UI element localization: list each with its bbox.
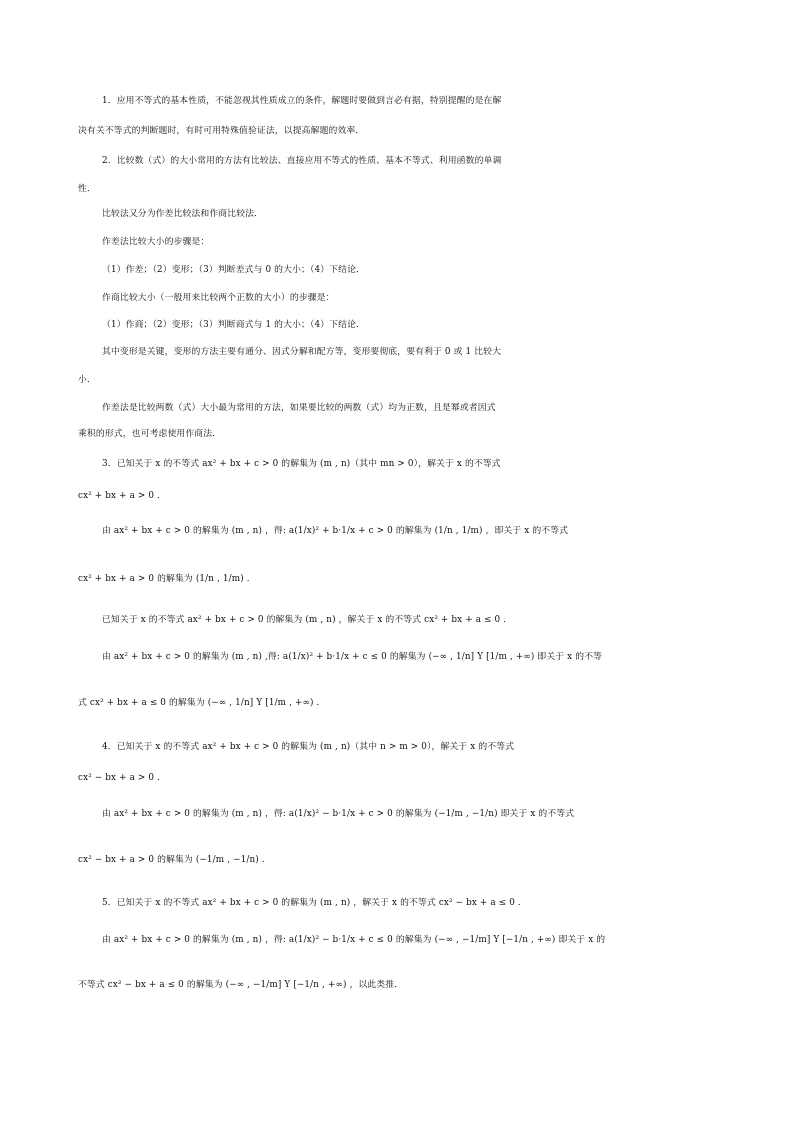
- paragraph-line: 作差法是比较两数（式）大小最为常用的方法，如果要比较的两数（式）均为正数，且是幂或者因式: [102, 403, 496, 413]
- paragraph-line: 决有关不等式的判断题时，有时可用特殊值验证法，以提高解题的效率．: [78, 126, 365, 136]
- paragraph-line: 由 ax² + bx + c > 0 的解集为 (m , n) ，得: a(1/x)² + b·1/x + c > 0 的解集为 (1/n , 1/m) ，即关于 x 的不等式: [102, 526, 569, 536]
- paragraph-line: （1）作商；（2）变形；（3）判断商式与 1 的大小；（4）下结论．: [102, 320, 365, 330]
- paragraph-line: 3．已知关于 x 的不等式 ax² + bx + c > 0 的解集为 (m , n)（其中 mn > 0），解关于 x 的不等式: [102, 459, 501, 469]
- paragraph-line: 其中变形是关键，变形的方法主要有通分、因式分解和配方等，变形要彻底，要有利于 0 或 1 比较大: [102, 347, 502, 357]
- paragraph-line: 式 cx² + bx + a ≤ 0 的解集为 (−∞ , 1/n] Y [1/m , +∞) ．: [78, 698, 326, 708]
- paragraph-line: 已知关于 x 的不等式 ax² + bx + c > 0 的解集为 (m , n) ，解关于 x 的不等式 cx² + bx + a ≤ 0 ．: [102, 615, 513, 625]
- paragraph-line: cx² − bx + a > 0 的解集为 (−1/m , −1/n) ．: [78, 855, 271, 865]
- paragraph-line: 作差法比较大小的步骤是：: [102, 237, 210, 247]
- paragraph-line: 乘积的形式，也可考虑使用作商法．: [78, 429, 222, 439]
- paragraph-line: 4．已知关于 x 的不等式 ax² + bx + c > 0 的解集为 (m , n)（其中 n > m > 0），解关于 x 的不等式: [102, 742, 515, 752]
- paragraph-line: cx² + bx + a > 0 的解集为 (1/n , 1/m) ．: [78, 574, 256, 584]
- paragraph-line: 不等式 cx² − bx + a ≤ 0 的解集为 (−∞ , −1/m] Y [−1/n , +∞) ，以此类推．: [78, 980, 404, 990]
- paragraph-line: cx² + bx + a > 0 ．: [78, 491, 167, 501]
- paragraph-line: 2．比较数（式）的大小常用的方法有比较法、直接应用不等式的性质、基本不等式、利用函数的单调: [102, 156, 502, 166]
- paragraph-line: 1．应用不等式的基本性质，不能忽视其性质成立的条件，解题时要做到言必有据，特别提醒的是在解: [102, 96, 502, 106]
- paragraph-line: 小．: [78, 375, 96, 385]
- paragraph-line: 性．: [78, 184, 96, 194]
- paragraph-line: 由 ax² + bx + c > 0 的解集为 (m , n) ，得: a(1/x)² − b·1/x + c > 0 的解集为 (−1/m , −1/n) 即关于 x 的不等式: [102, 809, 575, 819]
- paragraph-line: 比较法又分为作差比较法和作商比较法．: [102, 209, 264, 219]
- paragraph-line: 由 ax² + bx + c > 0 的解集为 (m , n) ,得: a(1/x)² + b·1/x + c ≤ 0 的解集为 (−∞ , 1/n] Y [1/m , +∞) 即关于 x 的不等: [102, 652, 603, 662]
- paragraph-line: 5．已知关于 x 的不等式 ax² + bx + c > 0 的解集为 (m , n) ，解关于 x 的不等式 cx² − bx + a ≤ 0 ．: [102, 898, 527, 908]
- paragraph-line: （1）作差；（2）变形；（3）判断差式与 0 的大小；（4）下结论．: [102, 265, 365, 275]
- paragraph-line: cx² − bx + a > 0 ．: [78, 773, 167, 783]
- paragraph-line: 作商比较大小（一般用来比较两个正数的大小）的步骤是：: [102, 293, 335, 303]
- paragraph-line: 由 ax² + bx + c > 0 的解集为 (m , n) ，得: a(1/x)² − b·1/x + c ≤ 0 的解集为 (−∞ , −1/m] Y [−1/n , +∞) 即关于 x 的: [102, 935, 606, 945]
